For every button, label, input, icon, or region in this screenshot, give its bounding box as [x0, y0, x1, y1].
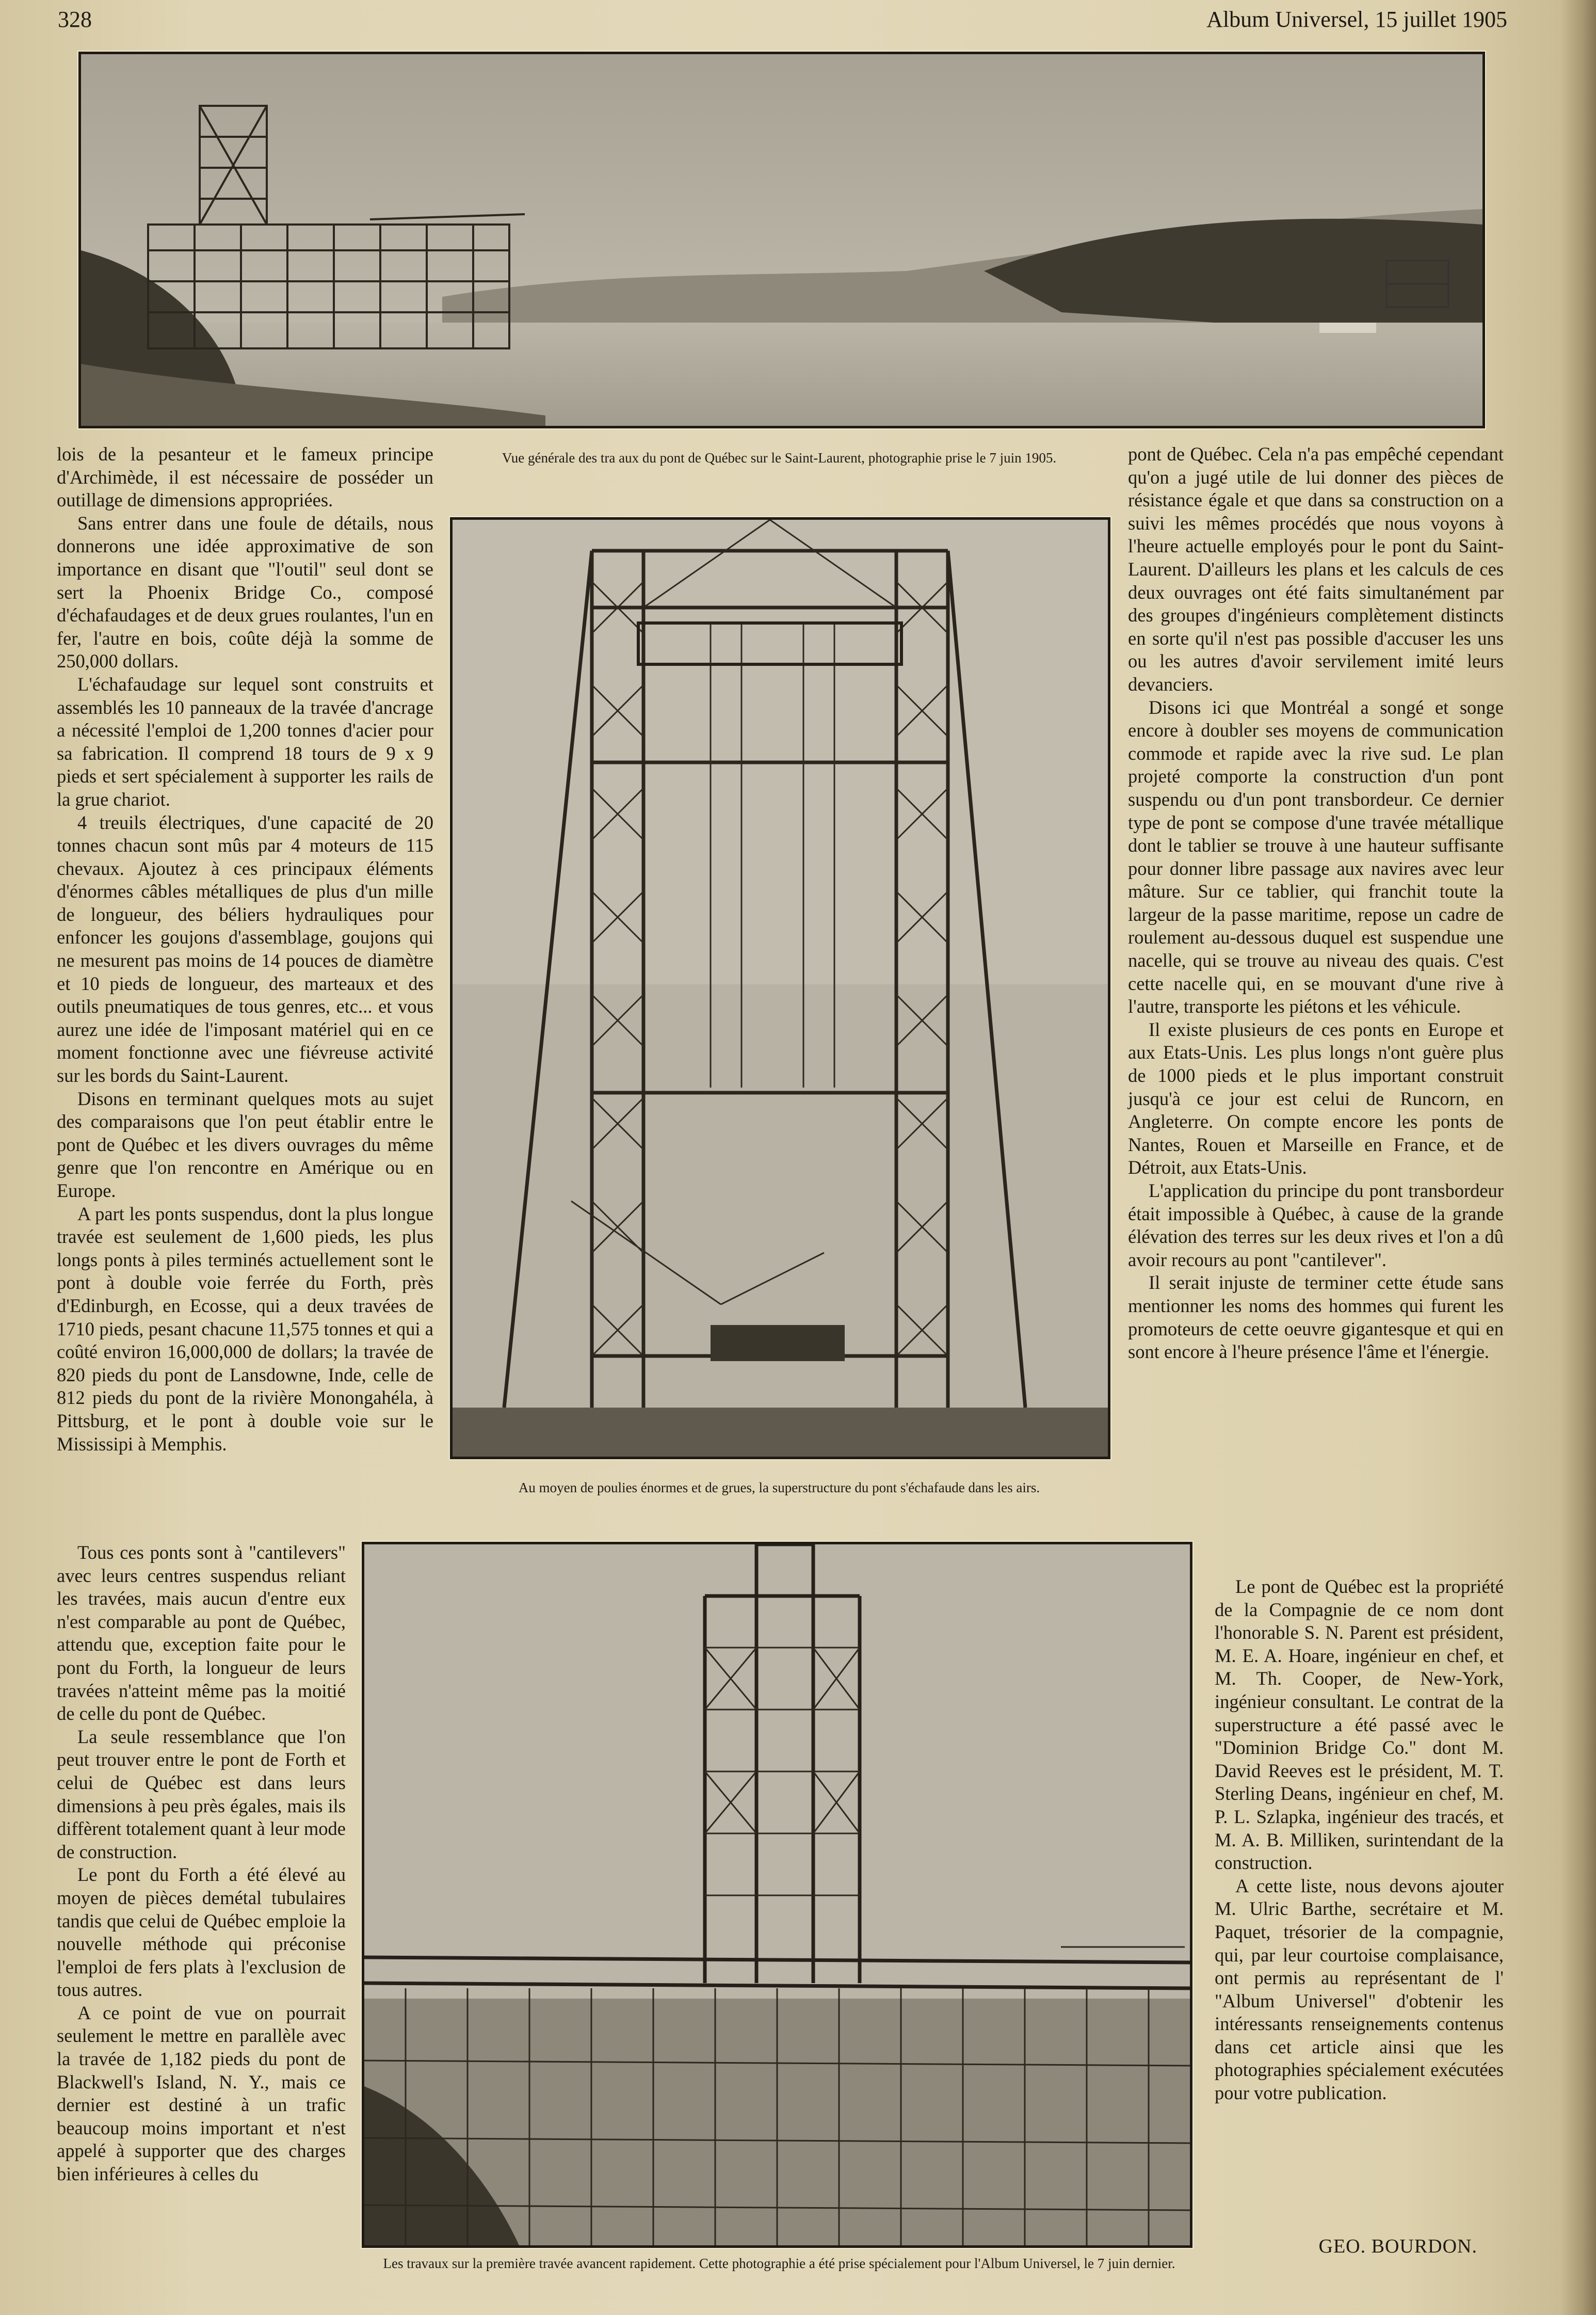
paragraph: Tous ces ponts sont à "cantilevers" avec leurs centres suspendus reliant les travées, mais aucun d'entre eux n'est comparable au pont de Québec, attendu que, exception faite pour le pont du Forth, la longueur de leurs travées n'atteint même pas la moitié de celle du pont de Québec.	[57, 1542, 346, 1725]
paragraph: Le pont du Forth a été élevé au moyen de pièces demétal tubulaires tandis que celui de Québec emploie la nouvelle méthode qui préconise l'emploi de fers plats à l'exclusion de tous autres.	[57, 1864, 346, 2001]
paragraph: Il existe plusieurs de ces ponts en Europe et aux Etats-Unis. Les plus longs n'ont guère plus de 1000 pieds et le plus important construit jusqu'à ce jour est celui de Runcorn, en Angleterre. On compte encore les ponts de Nantes, Rouen et Marseille en France, et de Détroit, aux Etats-Unis.	[1128, 1018, 1504, 1178]
author-signature: GEO. BOURDON.	[1318, 2236, 1477, 2257]
article-right-column-top	[1128, 443, 1504, 1364]
paragraph: L'application du principe du pont transbordeur était impossible à Québec, à cause de la grande élévation des terres sur les deux rives et l'on a dû avoir recours au pont "cantilever".	[1128, 1180, 1504, 1270]
caption-first-span: Les travaux sur la première travée avancent rapidement. Cette photographie a été prise spécialement pour l'Album Universel, le 7 juin dernier.	[383, 2256, 1175, 2271]
article-right-column-bottom	[1215, 1575, 1504, 2105]
photo-first-span	[362, 1542, 1192, 2248]
paragraph: La seule ressemblance que l'on peut trouver entre le pont de Forth et celui de Québec est dans leurs dimensions à peu près égales, mais ils diffèrent totalement quant à leur mode de construction.	[57, 1726, 346, 1862]
article-left-column-top	[57, 443, 433, 1456]
superstructure-image	[453, 520, 1108, 1457]
paragraph: lois de la pesanteur et le fameux principe d'Archimède, il est nécessaire de posséder un outillage de dimensions appropriées.	[57, 443, 433, 511]
running-header: Album Universel, 15 juillet 1905	[1206, 7, 1507, 32]
paragraph: Disons en terminant quelques mots au sujet des comparaisons que l'on peut établir entre le pont de Québec et les divers ouvrages du même genre que l'on rencontre en Amérique ou en Europe.	[57, 1088, 433, 1201]
page-edge-shadow	[1560, 0, 1596, 2315]
paragraph: A part les ponts suspendus, dont la plus longue travée est seulement de 1,600 pieds, les plus longs ponts à piles terminés actuellement sont le pont à double voie ferrée du Forth, près d'Edinburgh, en Ecosse, qui a deux travées de 1710 pieds, pesant chacune 11,575 tonnes et qui a coûté environ 16,000,000 de dollars; la travée de 820 pieds du pont de Lansdowne, Inde, celle de 812 pieds du pont de la rivière Monongahéla, à Pittsburg, et le pont à double voie sur le Mississipi à Memphis.	[57, 1203, 433, 1455]
caption-panorama: Vue générale des tra aux du pont de Québec sur le Saint-Laurent, photographie prise le 7 juin 1905.	[502, 450, 1057, 466]
page-number: 328	[58, 7, 92, 32]
first-span-image	[364, 1544, 1190, 2245]
paragraph: Il serait injuste de terminer cette étude sans mentionner les noms des hommes qui furent les promoteurs de cette oeuvre gigantesque et qui en sont encore à l'heure présence l'âme et l'énergie.	[1128, 1272, 1504, 1363]
paragraph: A cette liste, nous devons ajouter M. Ulric Barthe, secrétaire et M. Paquet, trésorier de la compagnie, qui, par leur courtoise complaisance, ont permis au représentant de l' "Album Universel" d'obtenir les intéressants renseignements contenus dans cet article ainsi que les photographies spécialement exécutées pour votre publication.	[1215, 1875, 1504, 2104]
photo-panorama	[78, 52, 1485, 428]
caption-superstructure: Au moyen de poulies énormes et de grues, la superstructure du pont s'échafaude dans les airs.	[518, 1480, 1040, 1495]
paragraph: Disons ici que Montréal a songé et songe encore à doubler ses moyens de communication commode et rapide avec la rive sud. Le plan projeté comporte la construction d'un pont suspendu ou d'un pont transbordeur. Ce dernier type de pont se compose d'une travée métallique dont le tablier se trouve à une hauteur suffisante pour donner libre passage aux navires avec leur mâture. Sur ce tablier, qui franchit toute la largeur de la passe maritime, repose un cadre de roulement au-dessous duquel est suspendue une nacelle, qui se trouve au niveau des quais. C'est cette nacelle qui, en se mouvant d'une rive à l'autre, transporte les piétons et les véhicule.	[1128, 696, 1504, 1017]
article-left-column-bottom	[57, 1541, 346, 2186]
panorama-image	[81, 54, 1482, 426]
photo-superstructure	[450, 517, 1110, 1459]
paragraph: 4 treuils électriques, d'une capacité de 20 tonnes chacun sont mûs par 4 moteurs de 115 chevaux. Ajoutez à ces principaux éléments d'énormes câbles métalliques de plus d'un mille de longueur, des béliers hydrauliques pour enfoncer les goujons d'assemblage, goujons qui ne mesurent pas moins de 14 pouces de diamètre et 10 pieds de longueur, des marteaux et des outils pneumatiques de tous genres, etc... et vous aurez une idée de l'imposant matériel qui en ce moment fonctionne avec une fiévreuse activité sur les bords du Saint-Laurent.	[57, 811, 433, 1087]
paragraph: A ce point de vue on pourrait seulement le mettre en parallèle avec la travée de 1,182 pieds du pont de Blackwell's Island, N. Y., mais ce dernier est destiné à un trafic beaucoup moins important et n'est appelé à supporter que des charges bien inférieures à celles du	[57, 2002, 346, 2185]
paragraph: L'échafaudage sur lequel sont construits et assemblés les 10 panneaux de la travée d'ancrage a nécessité l'emploi de 1,200 tonnes d'acier pour sa fabrication. Il comprend 18 tours de 9 x 9 pieds et sert spécialement à supporter les rails de la grue chariot.	[57, 673, 433, 810]
paragraph: Sans entrer dans une foule de détails, nous donnerons une idée approximative de son importance en disant que "l'outil" seul dont se sert la Phoenix Bridge Co., composé d'échafaudages et de deux grues roulantes, l'un en fer, l'autre en bois, coûte déjà la somme de 250,000 dollars.	[57, 512, 433, 672]
paragraph: Le pont de Québec est la propriété de la Compagnie de ce nom dont l'honorable S. N. Parent est président, M. E. A. Hoare, ingénieur en chef, et M. Th. Cooper, de New-York, ingénieur consultant. Le contrat de la superstructure a été passé avec le "Dominion Bridge Co." dont M. David Reeves est le président, M. T. Sterling Deans, ingénieur en chef, M. P. L. Szlapka, ingénieur des tracés, et M. A. B. Milliken, surintendant de la construction.	[1215, 1576, 1504, 1874]
paragraph: pont de Québec. Cela n'a pas empêché cependant qu'on a jugé utile de lui donner des pièces de résistance égale et que dans sa construction on a suivi les mêmes procédés que nous voyons à l'heure actuelle employés pour le pont du Saint-Laurent. D'ailleurs les plans et les calculs de ces deux ouvrages ont été faits simultanément par des groupes d'ingénieurs complètement distincts en sorte qu'il n'est pas possible d'accuser les uns ou les autres d'avoir servilement imité leurs devanciers.	[1128, 443, 1504, 695]
